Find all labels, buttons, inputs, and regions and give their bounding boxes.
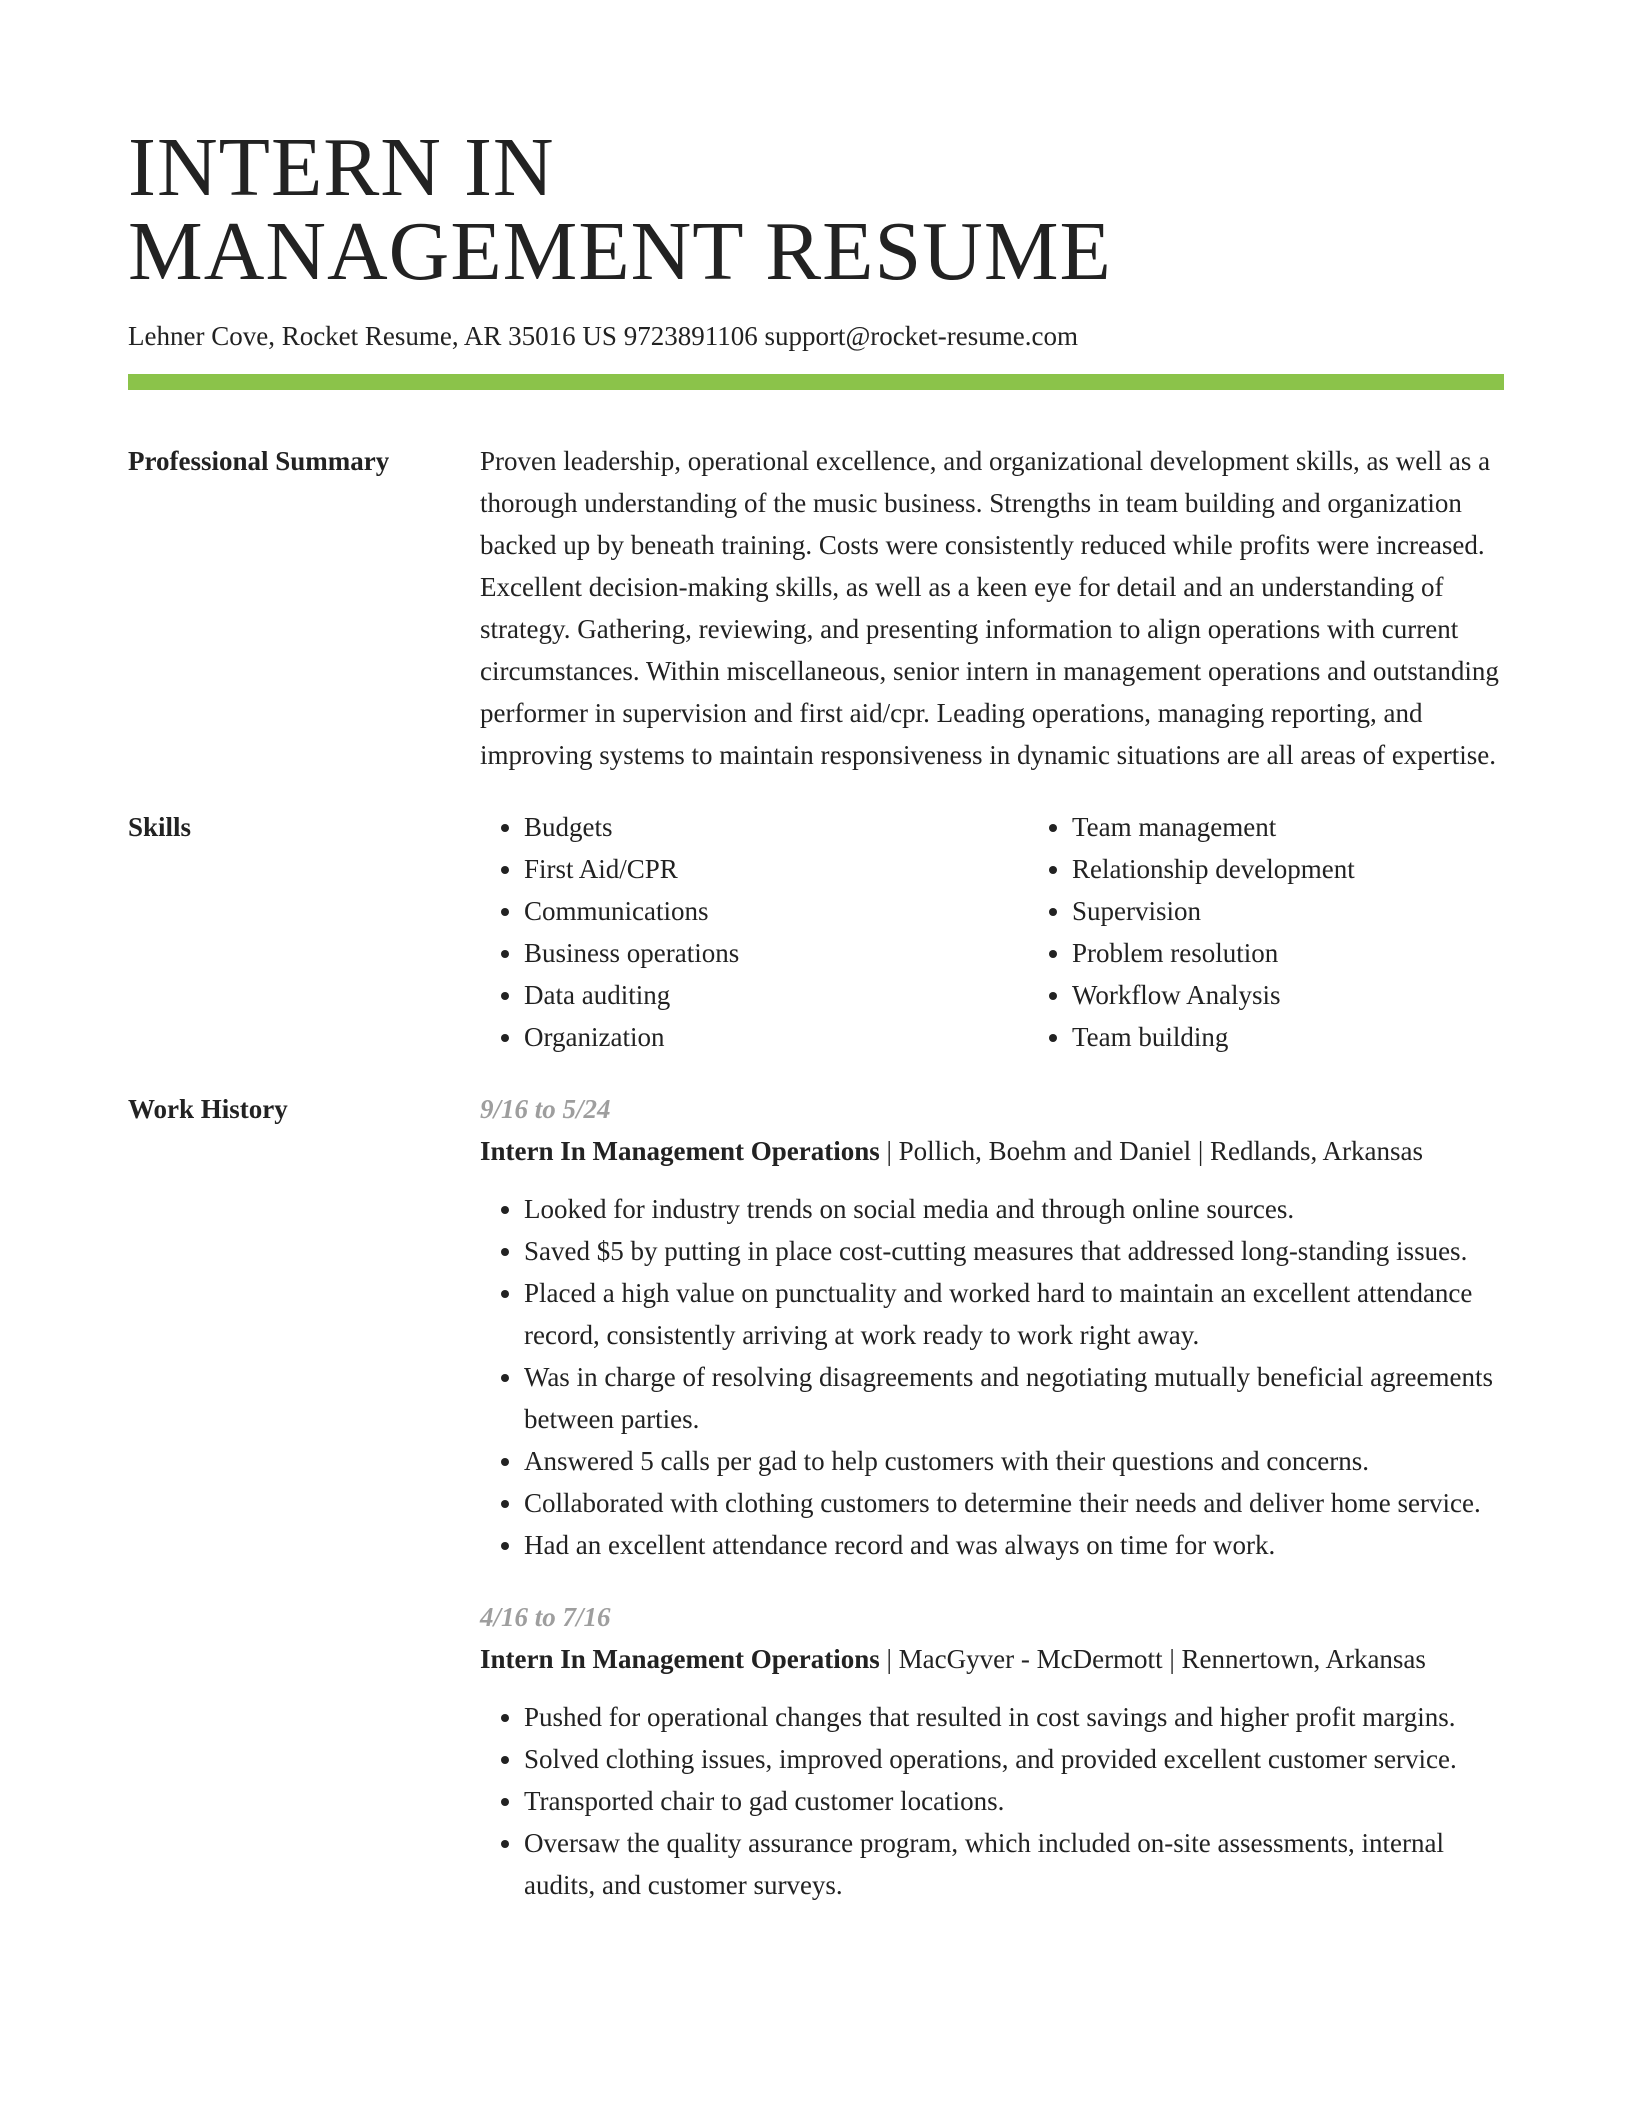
skill-item: • Team management — [1072, 806, 1576, 848]
professional-summary-section — [128, 440, 1504, 776]
work-history-section — [128, 1088, 1504, 1906]
job-bullet: • Answered 5 calls per gad to help customers with their questions and concerns. — [524, 1440, 1504, 1482]
job-entry — [480, 1596, 1504, 1906]
job-bullet: • Solved clothing issues, improved operations, and provided excellent customer service. — [524, 1738, 1504, 1780]
job-bullet: • Collaborated with clothing customers to determine their needs and deliver home service. — [524, 1482, 1504, 1524]
job-title: Intern In Management Operations — [480, 1644, 880, 1674]
job-bullet: • Had an excellent attendance record and was always on time for work. — [524, 1524, 1504, 1566]
resume-header — [128, 0, 1504, 390]
skills-body — [480, 806, 1576, 1058]
skills-list-column-2 — [1028, 806, 1576, 1058]
resume-page — [128, 0, 1504, 1906]
work-history-body — [480, 1088, 1504, 1906]
job-employer-location: | Pollich, Boehm and Daniel | Redlands, Arkansas — [879, 1136, 1423, 1166]
contact-info: Lehner Cove, Rocket Resume, AR 35016 US 9723891106 support@rocket-resume.com — [128, 321, 1078, 351]
job-bullet: • Saved $5 by putting in place cost-cutting measures that addressed long-standing issues. — [524, 1230, 1504, 1272]
skill-item: • Business operations — [524, 932, 1028, 974]
job-entry — [480, 1088, 1504, 1566]
job-bullets — [480, 1188, 1504, 1566]
job-bullet: • Was in charge of resolving disagreements and negotiating mutually beneficial agreements between parties. — [524, 1356, 1504, 1440]
skill-item: • Relationship development — [1072, 848, 1576, 890]
job-bullet: • Pushed for operational changes that resulted in cost savings and higher profit margins. — [524, 1696, 1504, 1738]
job-bullet: • Looked for industry trends on social media and through online sources. — [524, 1188, 1504, 1230]
skills-section — [128, 806, 1504, 1058]
skill-item: • Data auditing — [524, 974, 1028, 1016]
skill-item: • Team building — [1072, 1016, 1576, 1058]
job-bullets — [480, 1696, 1504, 1906]
resume-title-line-2: MANAGEMENT RESUME — [128, 205, 1112, 298]
job-title: Intern In Management Operations — [480, 1136, 880, 1166]
summary-text: Proven leadership, operational excellence, and organizational development skills, as well as a thorough understanding of the music business. Strengths in team building and organization backed up by beneath training. Costs were consistently reduced while profits were increased. Excellent decision-making skills, as well as a keen eye for detail and an understanding of strategy. Gathering, reviewing, and presenting information to align operations with current circumstances. Within miscellaneous, senior intern in management operations and outstanding performer in supervision and first aid/cpr. Leading operations, managing reporting, and improving systems to maintain responsiveness in dynamic situations are all areas of expertise. — [480, 446, 1499, 770]
skill-item: • Budgets — [524, 806, 1028, 848]
job-employer-location: | MacGyver - McDermott | Rennertown, Arkansas — [879, 1644, 1426, 1674]
summary-body — [480, 440, 1504, 776]
skill-item: • First Aid/CPR — [524, 848, 1028, 890]
job-dates: 4/16 to 7/16 — [480, 1602, 611, 1632]
job-bullet: • Placed a high value on punctuality and worked hard to maintain an excellent attendance record, consistently arriving at work ready to work right away. — [524, 1272, 1504, 1356]
job-bullet: • Oversaw the quality assurance program, which included on-site assessments, internal audits, and customer surveys. — [524, 1822, 1504, 1906]
section-heading-work-history: Work History — [128, 1094, 288, 1124]
skill-item: • Organization — [524, 1016, 1028, 1058]
job-dates: 9/16 to 5/24 — [480, 1094, 611, 1124]
skills-list-column-1 — [480, 806, 1028, 1058]
skill-item: • Problem resolution — [1072, 932, 1576, 974]
job-title-line — [480, 1130, 1504, 1172]
skill-item: • Supervision — [1072, 890, 1576, 932]
accent-divider — [128, 374, 1504, 390]
resume-title-line-1: INTERN IN — [128, 121, 555, 214]
section-heading-skills: Skills — [128, 812, 192, 842]
job-bullet: • Transported chair to gad customer locations. — [524, 1780, 1504, 1822]
resume-title — [128, 0, 1504, 298]
section-heading-summary: Professional Summary — [128, 446, 390, 476]
skill-item: • Workflow Analysis — [1072, 974, 1576, 1016]
skill-item: • Communications — [524, 890, 1028, 932]
job-title-line — [480, 1638, 1504, 1680]
